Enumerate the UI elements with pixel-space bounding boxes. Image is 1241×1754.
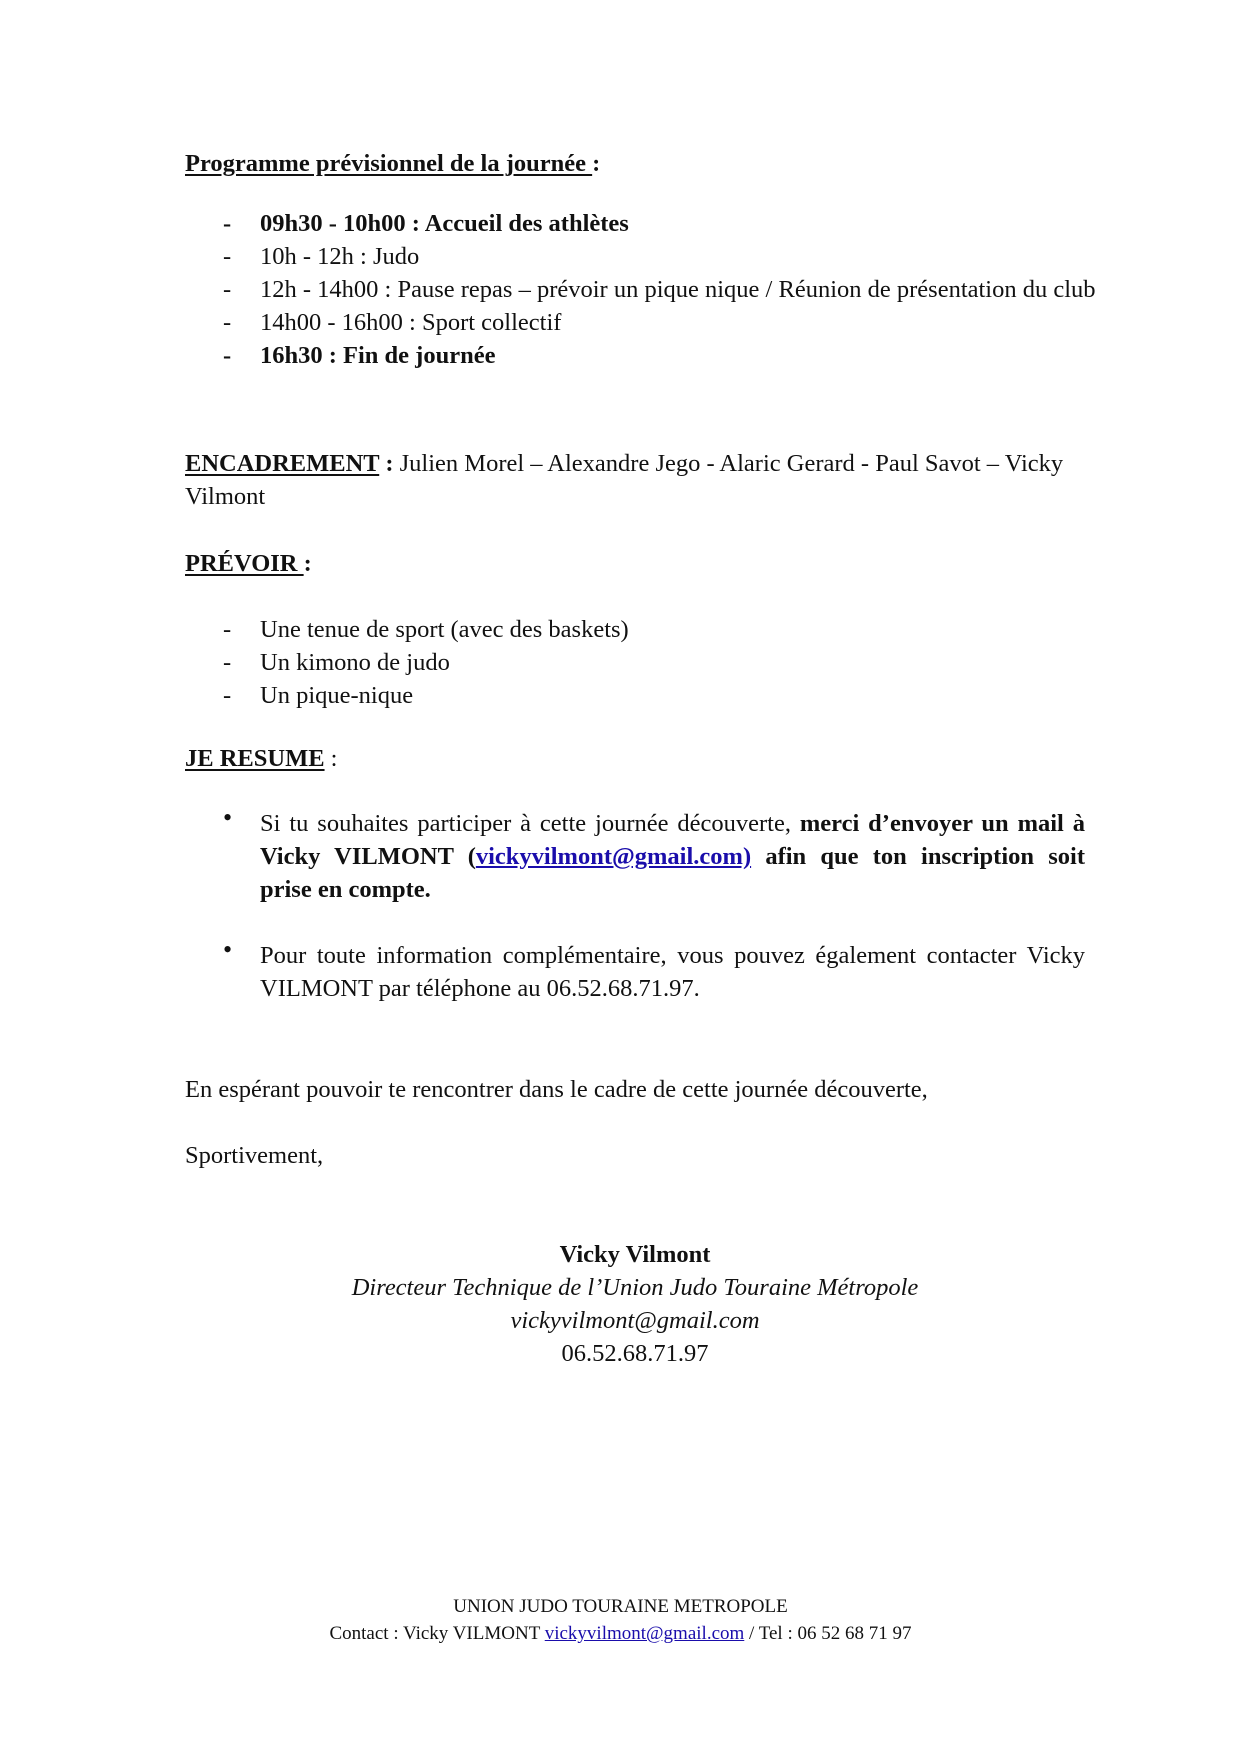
dash-marker: - <box>223 243 232 270</box>
resume-item-registration <box>185 803 1085 906</box>
signature-email: vickyvilmont@gmail.com <box>510 1307 760 1334</box>
signature-block <box>185 1238 1085 1370</box>
dash-marker: - <box>223 342 232 369</box>
resume-item-plain: Si tu souhaites participer à cette journée découverte, <box>260 810 800 837</box>
resume-list <box>185 803 1085 1005</box>
programme-item-text: 10h - 12h : Judo <box>260 243 420 270</box>
programme-item <box>185 306 1085 339</box>
email-link[interactable]: vickyvilmont@gmail.com) <box>475 843 752 870</box>
encadrement-label: ENCADREMENT <box>185 450 380 477</box>
encadrement-names: Julien Morel – Alexandre Jego - Alaric Gerard - Paul Savot – Vicky Vilmont <box>185 450 1064 510</box>
resume-item-contact <box>185 935 1085 1005</box>
prevoir-list <box>185 613 1085 712</box>
programme-heading-colon: : <box>592 150 601 177</box>
prevoir-heading-text: PRÉVOIR <box>185 550 304 577</box>
programme-heading <box>185 147 1085 180</box>
footer-tel: / Tel : 06 52 68 71 97 <box>744 1623 912 1644</box>
footer-contact <box>0 1620 1241 1647</box>
programme-item <box>185 240 1085 273</box>
bullet-marker: • <box>223 935 233 964</box>
resume-item-bold: afin que ton inscription soit prise en compte. <box>260 843 1085 903</box>
resume-item-text: Pour toute information complémentaire, vous pouvez également contacter Vicky VILMONT par téléphone au 06.52.68.71.97. <box>260 942 1085 1002</box>
salutation: Sportivement, <box>185 1142 324 1169</box>
encadrement-paragraph <box>185 447 1075 513</box>
prevoir-item-text: Un kimono de judo <box>260 649 450 676</box>
dash-marker: - <box>223 210 232 237</box>
prevoir-item <box>185 646 1085 679</box>
signature-phone: 06.52.68.71.97 <box>561 1340 709 1367</box>
prevoir-heading <box>185 547 1085 580</box>
footer-org: UNION JUDO TOURAINE METROPOLE <box>453 1596 788 1617</box>
signature-title: Directeur Technique de l’Union Judo Touraine Métropole <box>351 1274 919 1301</box>
dash-marker: - <box>223 682 232 709</box>
programme-list <box>185 207 1096 372</box>
closing-line: En espérant pouvoir te rencontrer dans le cadre de cette journée découverte, <box>185 1076 928 1103</box>
programme-item-text: 14h00 - 16h00 : Sport collectif <box>260 309 562 336</box>
dash-marker: - <box>223 309 232 336</box>
signature-name: Vicky Vilmont <box>559 1241 711 1268</box>
prevoir-heading-colon: : <box>303 550 312 577</box>
resume-item-bold: merci d’envoyer un mail à Vicky VILMONT ( <box>260 810 1085 870</box>
programme-item-text: 16h30 : Fin de journée <box>260 342 496 369</box>
footer-email-link[interactable]: vickyvilmont@gmail.com <box>544 1623 745 1644</box>
resume-heading <box>185 742 1085 775</box>
resume-heading-text: JE RESUME <box>185 745 325 772</box>
programme-item <box>185 339 1085 372</box>
prevoir-item-text: Une tenue de sport (avec des baskets) <box>260 616 629 643</box>
dash-marker: - <box>223 616 232 643</box>
programme-item <box>185 207 1085 240</box>
dash-marker: - <box>223 649 232 676</box>
resume-heading-colon: : <box>324 745 338 772</box>
dash-marker: - <box>223 276 232 303</box>
prevoir-item <box>185 613 1085 646</box>
programme-item-text: 09h30 - 10h00 : Accueil des athlètes <box>260 210 629 237</box>
footer-contact-prefix: Contact : Vicky VILMONT <box>329 1623 545 1644</box>
programme-item <box>185 273 1140 306</box>
programme-item-text: 12h - 14h00 : Pause repas – prévoir un pique nique / Réunion de présentation du club <box>260 276 1096 303</box>
programme-heading-text: Programme prévisionnel de la journée <box>185 150 593 177</box>
footer <box>0 1593 1241 1647</box>
prevoir-item <box>185 679 1085 712</box>
encadrement-colon: : <box>379 450 394 477</box>
bullet-marker: • <box>223 803 233 832</box>
prevoir-item-text: Un pique-nique <box>260 682 414 709</box>
